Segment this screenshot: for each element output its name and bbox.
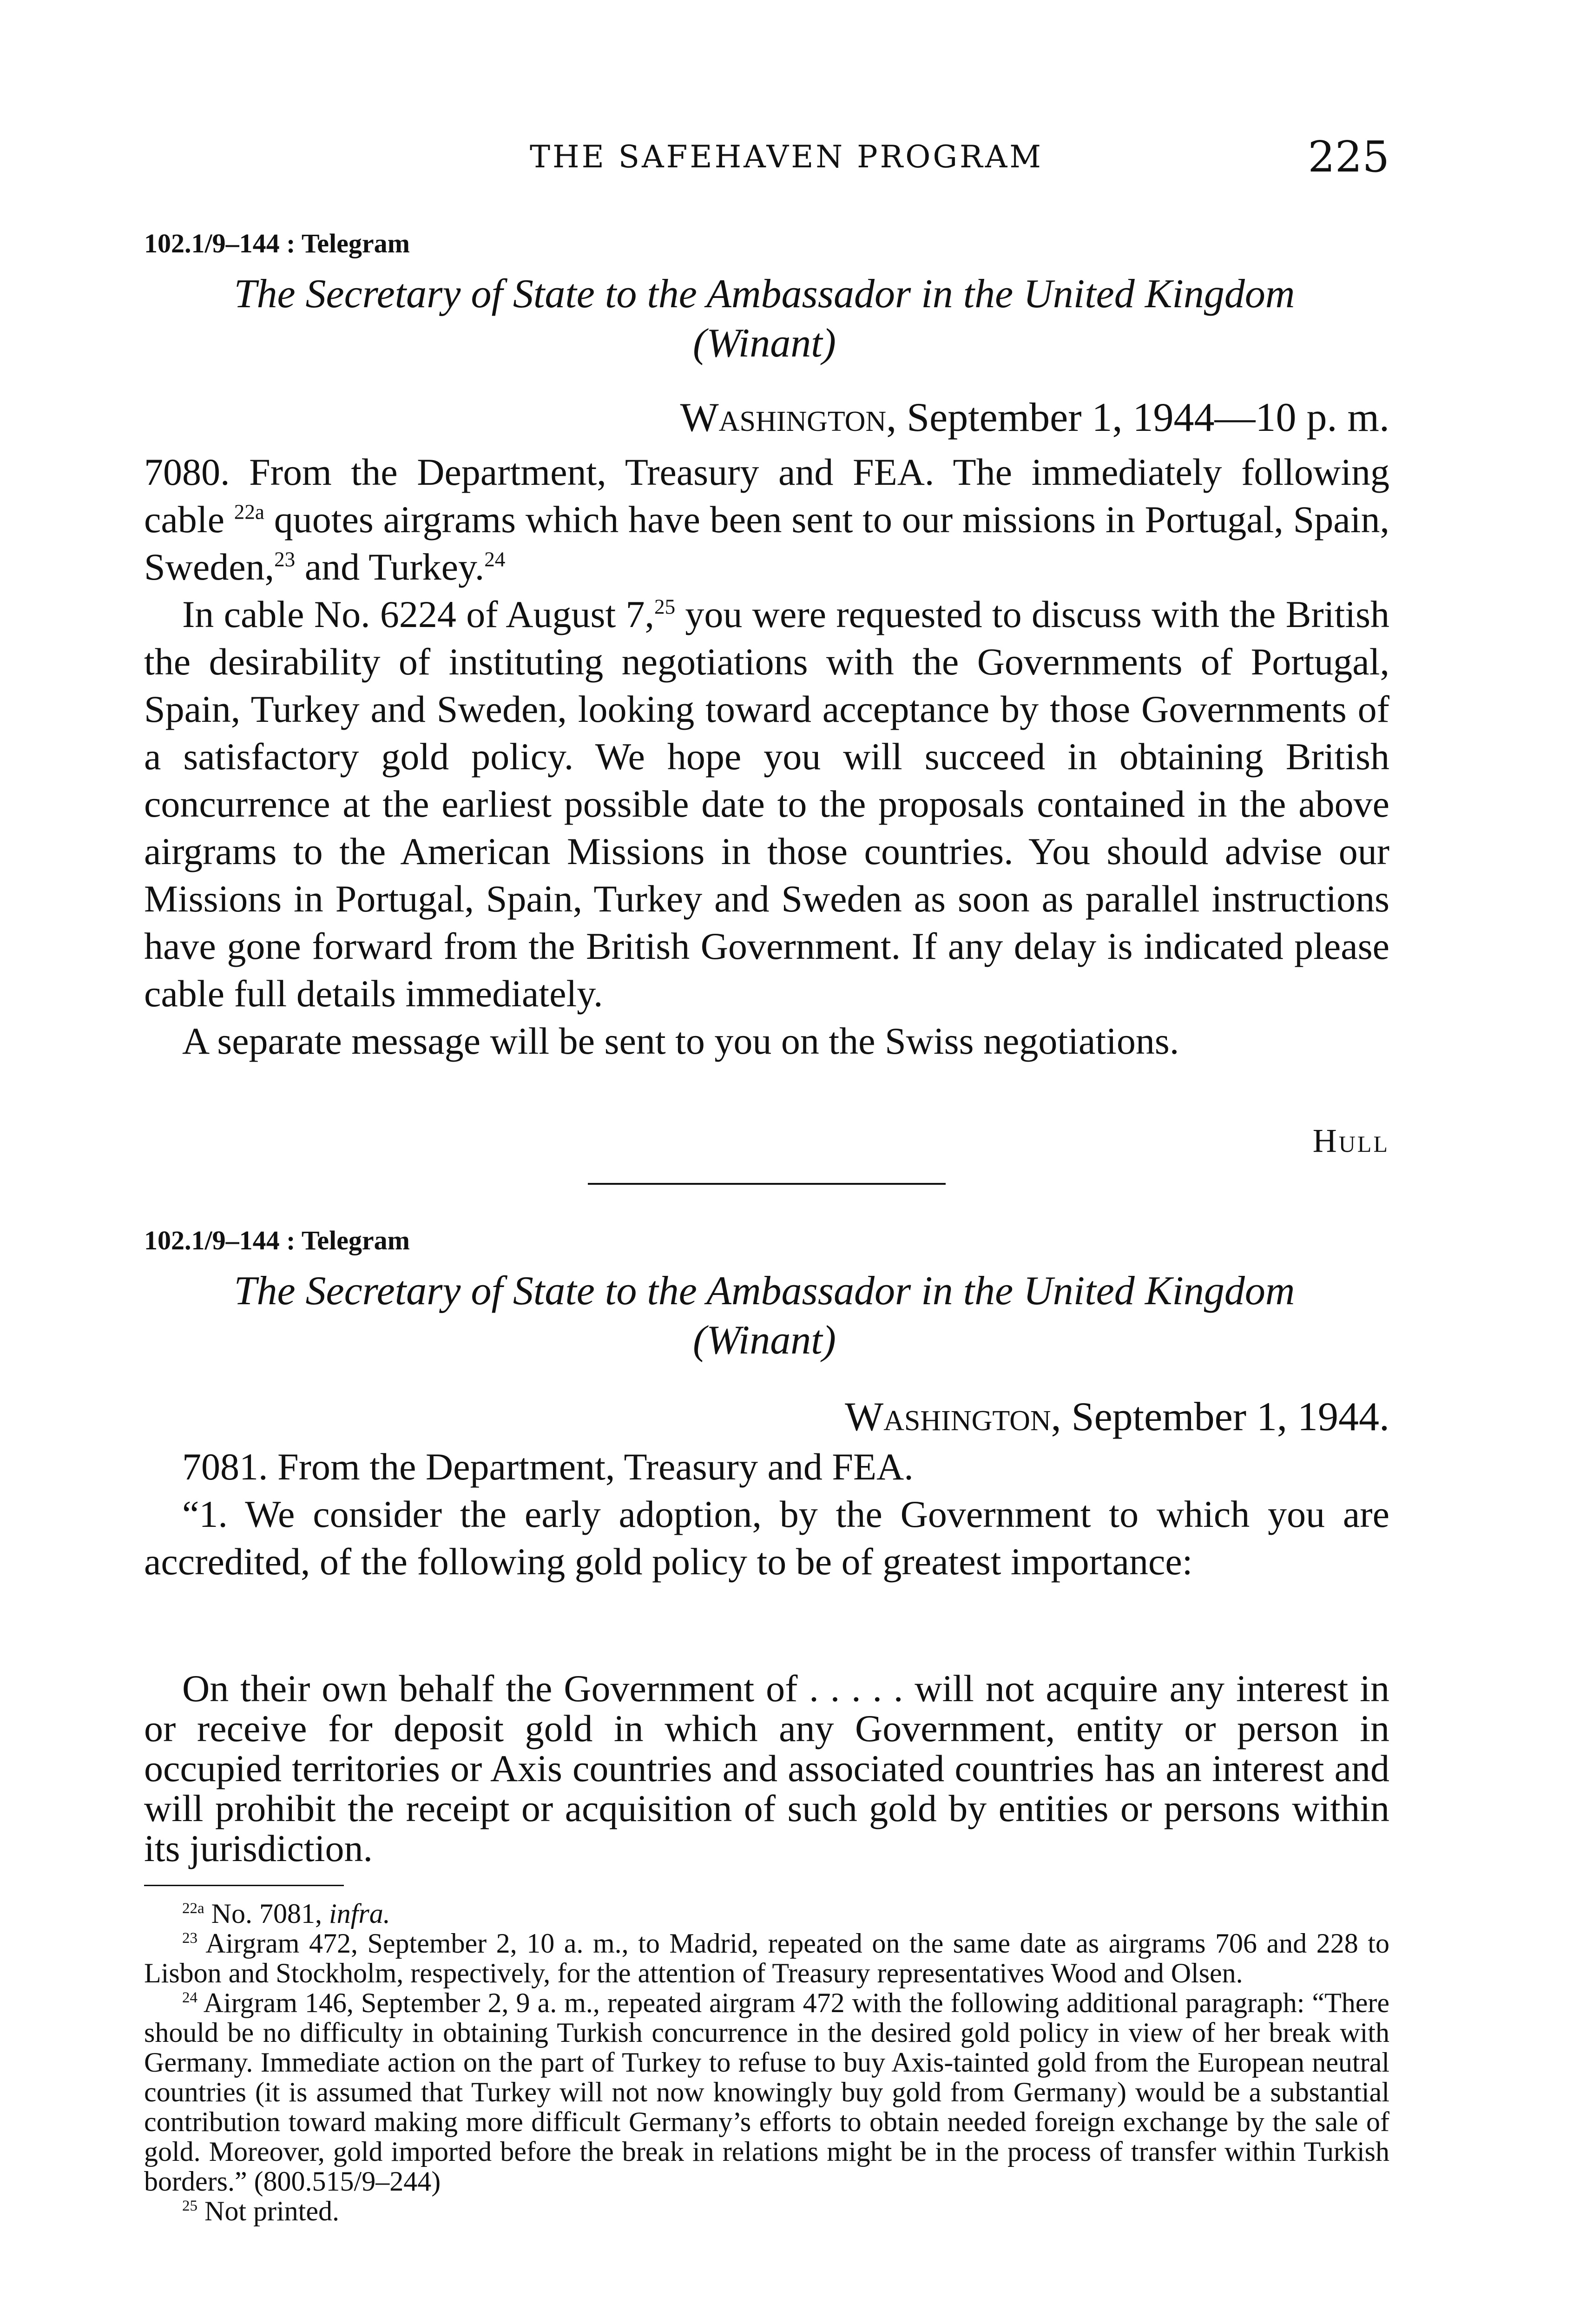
paragraph: On their own behalf the Government of . . . . . will not acquire any interest in or receive for deposit gold in which any Government, entity or person in occupied territories or Axis countries and associated countries has an interest and will prohibit the receipt or acquisition of such gold by entities or persons within its jurisdiction. [144,1667,1389,1869]
quoted-policy [144,1669,1389,1868]
telegram-body [144,449,1389,1065]
paragraph: 7081. From the Department, Treasury and FEA. [182,1446,914,1488]
paragraph: 7080. From the Department, Treasury and FEA. The immediately following cable $^{22a}$ quotes airgrams which have been sent to our missions in Portugal, Spain, Sweden,$^{23}$ and Turkey.$^{24}$ [144,451,1389,588]
dateline-place: Washington [845,1394,1051,1439]
footnote-mark: 22a [182,1900,204,1917]
footnote: $^{24}$ Airgram 146, September 2, 9 a. m., repeated airgram 472 with the following additional paragraph: “There should be no difficulty in obtaining Turkish concurrence in the desired gold policy in view of her break with Germany. Immediate action on the part of Turkey to refuse to buy Axis-tainted gold from the European neutral countries (it is assumed that Turkey will not now knowingly buy gold from Germany) would be a substantial contribution toward making more difficult Germany’s efforts to obtain needed foreign exchange by the sale of gold. Moreover, gold imported before the break in relations might be in the process of transfer within Turkish borders.” (800.515/9–244) [144,1987,1389,2197]
document-title-line: (Winant) [693,321,836,366]
dateline [680,397,1389,438]
telegram-body [144,1443,1389,1585]
dateline-date: , September 1, 1944. [1051,1394,1389,1439]
signature: Hull [1312,1122,1389,1159]
paragraph: “1. We consider the early adoption, by the Government to which you are accredited, of the following gold policy to be of greatest importance: [144,1493,1389,1583]
footnote: $^{25}$ Not printed. [182,2196,339,2226]
dateline-date: , September 1, 1944—10 p. m. [886,395,1389,440]
footnote-ref: 25 [654,595,676,619]
dateline-place: Washington [680,395,887,440]
footnote-ref: 23 [274,548,296,571]
dateline [845,1394,1389,1439]
document-title-line: (Winant) [693,1318,836,1363]
document-title-line: The Secretary of State to the Ambassador in the United Kingdom [234,271,1295,317]
footnote-rule [144,1885,344,1886]
document-title [144,1267,1385,1365]
footnote-mark: 24 [182,1989,197,2006]
section-divider [588,1183,946,1185]
page-number: 225 [1308,132,1389,182]
footnote-ref: 24 [484,548,506,571]
document-title-line: The Secretary of State to the Ambassador in the United Kingdom [234,1268,1295,1314]
footnote: $^{23}$ Airgram 472, September 2, 10 a. m., to Madrid, repeated on the same date as airgrams 706 and 228 to Lisbon and Stockholm, respectively, for the attention of Treasury representatives Wood and Olsen. [144,1928,1389,1988]
file-reference: 102.1/9–144 : Telegram [144,228,410,258]
footnote-mark: 25 [182,2198,197,2214]
footnote-mark: 23 [182,1930,197,1947]
paragraph: In cable No. 6224 of August 7,25 you were requested to discuss with the British the desirability of instituting negotiations with the Governments of Portugal, Spain, Turkey and Sweden, looking toward acceptance by those Governments of a satisfactory gold policy. We hope you will succeed in obtaining British concurrence at the earliest possible date to the proposals contained in the above airgrams to the American Missions in those countries. You should advise our Missions in Portugal, Spain, Turkey and Sweden as soon as parallel instructions have gone forward from the British Government. If any delay is indicated please cable full details immediately. [144,593,1389,1015]
document-title [144,270,1385,368]
file-reference: 102.1/9–144 : Telegram [144,1225,410,1255]
footnote-ref: 22a [234,500,264,524]
footnotes [144,1899,1389,2226]
running-title: THE SAFEHAVEN PROGRAM [530,139,1043,175]
paragraph: A separate message will be sent to you on the Swiss negotiations. [182,1020,1179,1062]
footnote: $^{22a}$ No. 7081, infra. [182,1898,390,1929]
